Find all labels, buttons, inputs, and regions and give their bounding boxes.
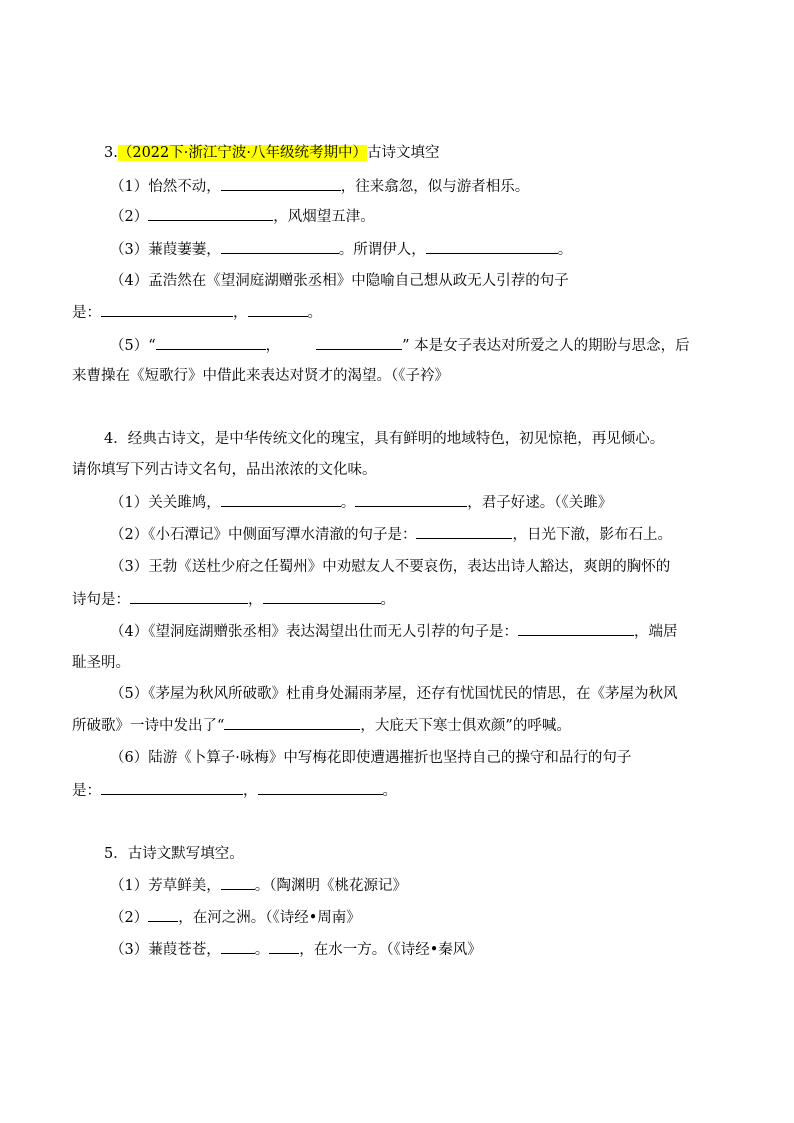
answer-blank[interactable] <box>221 176 341 191</box>
q4-item-5-cont: 所破歌》一诗中发出了“ ，大庇天下寒士俱欢颜”的呼喊。 <box>72 715 571 736</box>
answer-blank[interactable] <box>518 621 634 636</box>
q5-item-2: （2） ，在河之洲。（《诗经•周南》 <box>110 907 361 928</box>
answer-blank[interactable] <box>316 335 402 350</box>
answer-blank[interactable] <box>148 206 273 221</box>
q4-item-1: （1）关关雎鸠， 。 ，君子好逑。（《关雎》 <box>110 492 612 513</box>
answer-blank[interactable] <box>416 524 512 539</box>
q4-item-3-cont: 诗句是： ， 。 <box>72 589 395 610</box>
q4-item-2: （2）《小石潭记》中侧面写潭水清澈的句子是： ，日光下澈，影布石上。 <box>110 524 672 545</box>
q5-item-3: （3）蒹葭苍苍， 。 ，在水一方。（《诗经•秦风》 <box>110 939 482 960</box>
answer-blank[interactable] <box>221 875 255 890</box>
answer-blank[interactable] <box>101 780 243 795</box>
q4-item-4-cont: 耻圣明。 <box>72 655 130 671</box>
answer-blank[interactable] <box>221 939 255 954</box>
q3-item-5: （5）“ ， ” 本是女子表达对所爱之人的期盼与思念，后 <box>110 335 690 356</box>
answer-blank[interactable] <box>224 715 360 730</box>
answer-blank[interactable] <box>258 780 383 795</box>
q3-item-4: （4）孟浩然在《望洞庭湖赠张丞相》中隐喻自己想从政无人引荐的句子 <box>110 273 569 289</box>
q4-item-6-cont: 是： ， 。 <box>72 780 397 801</box>
q3-item-1: （1）怡然不动， ，往来翕忽，似与游者相乐。 <box>110 176 529 197</box>
answer-blank[interactable] <box>426 239 558 254</box>
q3-item-2: （2） ，风烟望五津。 <box>110 206 375 227</box>
q4-item-3: （3）王勃《送杜少府之任蜀州》中劝慰友人不要哀伤，表达出诗人豁达，爽朗的胸怀的 <box>110 559 671 575</box>
q5-item-1: （1）芳草鲜美， 。（陶渊明《桃花源记》 <box>110 875 407 896</box>
q3-source-highlight: （2022下·浙江宁波·八年级统考期中） <box>117 145 367 161</box>
answer-blank[interactable] <box>263 589 381 604</box>
q3-title <box>104 143 439 163</box>
q3-title-text: 古诗文填空 <box>366 145 440 161</box>
q4-intro: 4．经典古诗文，是中华传统文化的瑰宝，具有鲜明的地域特色，初见惊艳，再见倾心。 <box>104 431 665 447</box>
answer-blank[interactable] <box>269 939 299 954</box>
q4-item-6: （6）陆游《卜算子·咏梅》中写梅花即使遭遇摧折也坚持自己的操守和品行的句子 <box>110 750 632 766</box>
answer-blank[interactable] <box>130 589 248 604</box>
q4-item-5: （5）《茅屋为秋风所破歌》杜甫身处漏雨茅屋，还存有忧国忧民的情思，在《茅屋为秋风 <box>110 686 678 702</box>
q4-intro-cont: 请你填写下列古诗文名句，品出浓浓的文化味。 <box>72 462 377 478</box>
q3-item-4-cont: 是： ， 。 <box>72 302 322 323</box>
q3-item-5-cont: 来曹操在《短歌行》中借此来表达对贤才的渴望。（《子衿》 <box>72 368 449 384</box>
answer-blank[interactable] <box>156 335 266 350</box>
answer-blank[interactable] <box>355 492 467 507</box>
q4-item-4: （4）《望洞庭湖赠张丞相》表达渴望出仕而无人引荐的句子是： ，端居 <box>110 621 677 642</box>
answer-blank[interactable] <box>101 302 233 317</box>
answer-blank[interactable] <box>148 907 178 922</box>
answer-blank[interactable] <box>221 492 341 507</box>
answer-blank[interactable] <box>248 302 308 317</box>
answer-blank[interactable] <box>221 239 339 254</box>
q5-title: 5．古诗文默写填空。 <box>104 846 244 862</box>
q3-item-3: （3）蒹葭萋萋， 。所谓伊人， 。 <box>110 239 572 260</box>
q3-number: 3. <box>104 145 118 161</box>
